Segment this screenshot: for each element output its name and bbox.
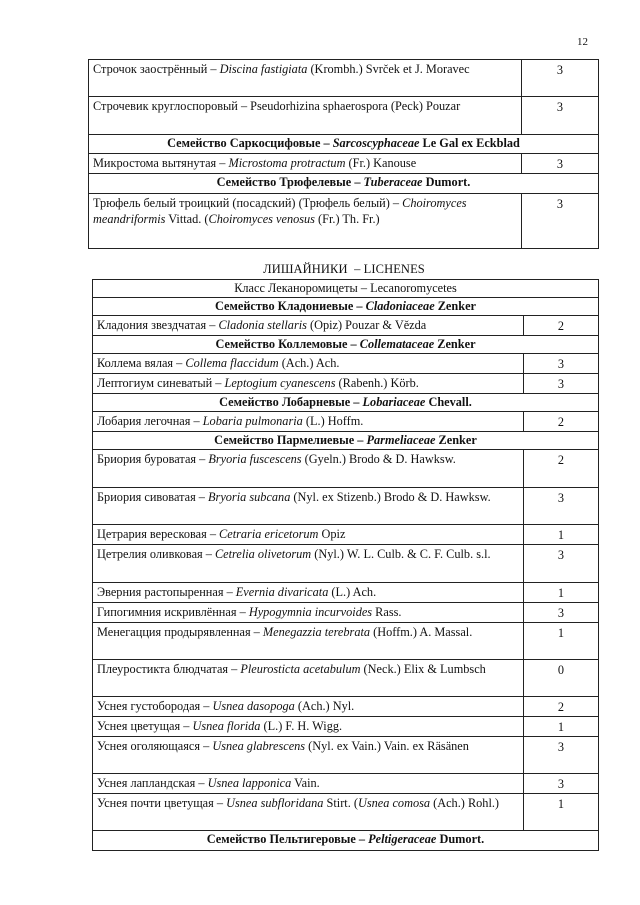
russian-name: Менегацция продырявленная – xyxy=(97,625,263,639)
page-number: 12 xyxy=(577,36,588,48)
species-name-cell xyxy=(93,450,524,488)
family-header-row xyxy=(93,298,599,316)
species-row xyxy=(93,488,599,525)
russian-name: Плеуростикта блюдчатая – xyxy=(97,662,241,676)
species-row xyxy=(89,60,599,97)
species-name-cell xyxy=(93,525,524,545)
species-name-cell xyxy=(93,354,524,374)
russian-name: Семейство Пармелиевые – xyxy=(214,433,367,447)
synonym-latin-name: Usnea comosa xyxy=(357,796,431,810)
status-category-cell: 1 xyxy=(524,623,599,660)
status-category-cell: 3 xyxy=(524,774,599,794)
species-row xyxy=(93,697,599,717)
authority: (L.) Ach. xyxy=(328,585,377,599)
family-name-cell xyxy=(89,135,599,154)
russian-name: Строчок заострённый – xyxy=(93,62,220,76)
status-category-cell: 3 xyxy=(522,97,599,135)
authority: (Krombh.) Svrček et J. Moravec xyxy=(307,62,470,76)
family-name-cell xyxy=(93,298,599,316)
species-row xyxy=(93,737,599,774)
latin-name: Usnea florida xyxy=(192,719,261,733)
latin-name: Collemataceae xyxy=(359,337,435,351)
russian-name: Семейство Кладониевые – xyxy=(215,299,366,313)
authority: Zenker xyxy=(434,299,476,313)
family-header-row xyxy=(93,831,599,851)
status-category-cell: 2 xyxy=(524,697,599,717)
status-category-cell: 2 xyxy=(524,412,599,432)
authority: (L.) Hoffm. xyxy=(302,414,364,428)
fungi-species-table xyxy=(88,59,599,249)
russian-name: Кладония звездчатая – xyxy=(97,318,219,332)
species-row xyxy=(93,354,599,374)
russian-name: Уснея оголяющаяся – xyxy=(97,739,213,753)
russian-name: Семейство Пельтигеровые – xyxy=(206,832,369,846)
authority: Vittad. ( xyxy=(165,212,209,226)
species-row xyxy=(89,154,599,174)
authority: (Rabenh.) Körb. xyxy=(335,376,419,390)
authority: (Nyl. ex Stizenb.) Brodo & D. Hawksw. xyxy=(290,490,491,504)
authority: (Neck.) Elix & Lumbsch xyxy=(360,662,486,676)
russian-name: Коллема вялая – xyxy=(97,356,186,370)
authority: (Nyl. ex Vain.) Vain. ex Räsänen xyxy=(305,739,469,753)
status-category-cell: 1 xyxy=(524,583,599,603)
status-category-cell: 2 xyxy=(524,450,599,488)
latin-name: Usnea lapponica xyxy=(207,776,292,790)
authority: Le Gal ex Eckblad xyxy=(419,136,520,150)
latin-name: Bryoria subcana xyxy=(208,490,291,504)
species-name-cell xyxy=(93,794,524,831)
status-category-cell: 3 xyxy=(524,737,599,774)
family-name-cell xyxy=(93,831,599,851)
russian-name: Уснея густобородая – xyxy=(97,699,213,713)
species-row xyxy=(93,660,599,697)
synonym-authority: (Ach.) Rohl.) xyxy=(430,796,500,810)
latin-name: Tuberaceae xyxy=(363,175,423,189)
species-row xyxy=(93,623,599,660)
species-row xyxy=(93,794,599,831)
latin-name: Discina fastigiata xyxy=(219,62,308,76)
russian-name: Трюфель белый троицкий (посадский) (Трюфель белый) – xyxy=(93,196,403,210)
russian-name: Гипогимния искривлённая – xyxy=(97,605,249,619)
species-row xyxy=(93,545,599,583)
species-row xyxy=(93,717,599,737)
class-header-row xyxy=(93,280,599,298)
species-row xyxy=(93,774,599,794)
latin-name: Evernia divaricata xyxy=(235,585,329,599)
russian-name: Лобария легочная – xyxy=(97,414,203,428)
russian-name: Семейство Коллемовые – xyxy=(215,337,360,351)
latin-name: Pleurosticta acetabulum xyxy=(240,662,361,676)
latin-name: Peltigeraceae xyxy=(368,832,437,846)
latin-name: Usnea subfloridana xyxy=(226,796,324,810)
species-name-cell xyxy=(89,60,522,97)
family-header-row xyxy=(93,394,599,412)
status-category-cell: 3 xyxy=(524,488,599,525)
authority: Dumort. xyxy=(436,832,485,846)
authority: (Ach.) Ach. xyxy=(278,356,340,370)
family-name-cell xyxy=(93,432,599,450)
species-name-cell xyxy=(93,316,524,336)
species-name-cell xyxy=(93,545,524,583)
family-header-row xyxy=(93,432,599,450)
synonym-latin-name: Choiromyces venosus xyxy=(208,212,315,226)
family-header-row xyxy=(89,174,599,194)
species-row xyxy=(93,316,599,336)
russian-name: Микростома вытянутая – xyxy=(93,156,229,170)
status-category-cell: 3 xyxy=(524,603,599,623)
authority: Rass. xyxy=(372,605,402,619)
latin-name: Usnea dasopoga xyxy=(212,699,295,713)
latin-name: Choiromyces meandriformis xyxy=(93,196,467,226)
class-name-cell xyxy=(93,280,599,298)
russian-name: Уснея почти цветущая – xyxy=(97,796,227,810)
species-name-cell xyxy=(93,697,524,717)
authority: (Ach.) Nyl. xyxy=(294,699,355,713)
synonym-authority: (Fr.) Th. Fr.) xyxy=(314,212,380,226)
russian-name: Цетрария вересковая – xyxy=(97,527,220,541)
species-name-cell xyxy=(89,97,522,135)
status-category-cell: 3 xyxy=(524,545,599,583)
species-row xyxy=(89,194,599,249)
family-header-row xyxy=(93,336,599,354)
latin-name: Microstoma protractum xyxy=(228,156,346,170)
species-name-cell xyxy=(93,774,524,794)
latin-name: Parmeliaceae xyxy=(366,433,436,447)
status-category-cell: 1 xyxy=(524,794,599,831)
authority: Zenker xyxy=(434,337,476,351)
status-category-cell: 3 xyxy=(524,354,599,374)
species-row xyxy=(93,412,599,432)
authority: Dumort. xyxy=(422,175,471,189)
latin-name: Bryoria fuscescens xyxy=(208,452,302,466)
species-name-cell xyxy=(93,737,524,774)
russian-name: Семейство Саркосцифовые – xyxy=(167,136,333,150)
latin-name: Hypogymnia incurvoides xyxy=(248,605,373,619)
species-row xyxy=(89,97,599,135)
russian-name: Семейство Трюфелевые – xyxy=(216,175,364,189)
russian-name: Эверния растопыренная – xyxy=(97,585,236,599)
latin-name: Cladoniaceae xyxy=(365,299,435,313)
family-name-cell xyxy=(93,394,599,412)
section-title: ЛИШАЙНИКИ – LICHENES xyxy=(263,262,425,276)
russian-name: Бриория сивоватая – xyxy=(97,490,209,504)
authority: Vain. xyxy=(291,776,320,790)
authority: (Hoffm.) A. Massal. xyxy=(370,625,473,639)
species-row xyxy=(93,603,599,623)
authority: Zenker xyxy=(435,433,477,447)
latin-name: Menegazzia terebrata xyxy=(262,625,371,639)
family-name-cell xyxy=(93,336,599,354)
latin-name: Cetraria ericetorum xyxy=(219,527,319,541)
authority: (L.) F. H. Wigg. xyxy=(260,719,343,733)
lichen-species-table xyxy=(92,279,599,851)
authority: (Gyeln.) Brodo & D. Hawksw. xyxy=(301,452,456,466)
authority: Stirt. ( xyxy=(323,796,358,810)
species-name-cell xyxy=(93,488,524,525)
latin-name: Cladonia stellaris xyxy=(218,318,307,332)
status-category-cell: 3 xyxy=(522,60,599,97)
latin-name: Sarcoscyphaceae xyxy=(332,136,420,150)
species-name-cell xyxy=(89,154,522,174)
russian-name: Уснея лапландская – xyxy=(97,776,208,790)
russian-name: Цетрелия оливковая – xyxy=(97,547,215,561)
latin-name: Leptogium cyanescens xyxy=(224,376,336,390)
species-row xyxy=(93,525,599,545)
species-name-cell xyxy=(93,603,524,623)
authority: (Nyl.) W. L. Culb. & C. F. Culb. s.l. xyxy=(311,547,491,561)
status-category-cell: 1 xyxy=(524,717,599,737)
species-row xyxy=(93,374,599,394)
authority: Opiz xyxy=(318,527,346,541)
russian-name: Класс Леканоромицеты – Lecanoromycetes xyxy=(234,281,457,295)
family-header-row xyxy=(89,135,599,154)
species-name-cell xyxy=(93,623,524,660)
status-category-cell: 3 xyxy=(522,194,599,249)
species-row xyxy=(93,583,599,603)
latin-name: Collema flaccidum xyxy=(185,356,279,370)
russian-name: Строчевик круглоспоровый – Pseudorhizina sphaerospora (Peck) Pouzar xyxy=(93,99,461,113)
russian-name: Лептогиум синеватый – xyxy=(97,376,225,390)
species-name-cell xyxy=(93,660,524,697)
status-category-cell: 0 xyxy=(524,660,599,697)
species-name-cell xyxy=(89,194,522,249)
species-name-cell xyxy=(93,412,524,432)
species-name-cell xyxy=(93,717,524,737)
russian-name: Семейство Лобарневые – xyxy=(219,395,363,409)
russian-name: Уснея цветущая – xyxy=(97,719,193,733)
family-name-cell xyxy=(89,174,599,194)
status-category-cell: 2 xyxy=(524,316,599,336)
latin-name: Usnea glabrescens xyxy=(212,739,306,753)
authority: (Fr.) Kanouse xyxy=(345,156,417,170)
status-category-cell: 3 xyxy=(522,154,599,174)
species-row xyxy=(93,450,599,488)
status-category-cell: 1 xyxy=(524,525,599,545)
authority: Chevall. xyxy=(425,395,472,409)
latin-name: Lobaria pulmonaria xyxy=(202,414,303,428)
species-name-cell xyxy=(93,583,524,603)
authority: (Opiz) Pouzar & Vězda xyxy=(306,318,427,332)
latin-name: Lobariaceae xyxy=(362,395,426,409)
russian-name: Бриория буроватая – xyxy=(97,452,209,466)
status-category-cell: 3 xyxy=(524,374,599,394)
latin-name: Cetrelia olivetorum xyxy=(214,547,312,561)
species-name-cell xyxy=(93,374,524,394)
